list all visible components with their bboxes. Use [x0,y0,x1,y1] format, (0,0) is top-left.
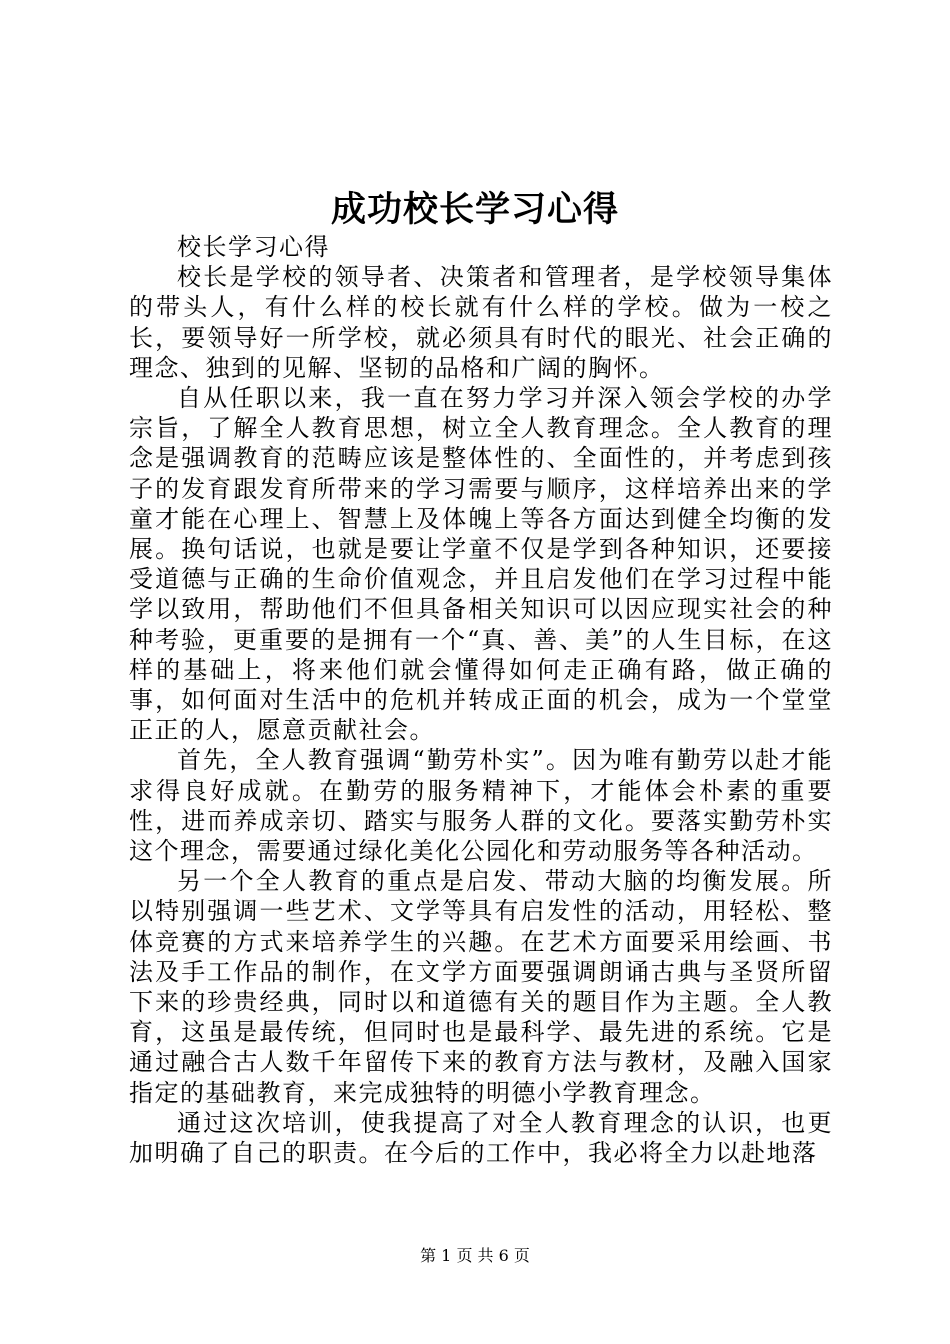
paragraph: 自从任职以来，我一直在努力学习并深入领会学校的办学宗旨，了解全人教育思想，树立全人教育理念。全人教育的理念是强调教育的范畴应该是整体性的、全面性的，并考虑到孩子的发育跟发育所带来的学习需要与顺序，这样培养出来的学童才能在心理上、智慧上及体魄上等各方面达到健全均衡的发展。换句话说，也就是要让学童不仅是学到各种知识，还要接受道德与正确的生命价值观念，并且启发他们在学习过程中能学以致用，帮助他们不但具备相关知识可以因应现实社会的种种考验，更重要的是拥有一个“真、善、美”的人生目标，在这样的基础上，将来他们就会懂得如何走正确有路，做正确的事，如何面对生活中的危机并转成正面的机会，成为一个堂堂正正的人，愿意贡献社会。 [129,384,833,745]
paragraph-subtitle: 校长学习心得 [177,233,330,261]
page-number-footer: 第 1 页 共 6 页 [420,1246,530,1265]
document-body [129,232,833,1168]
page-title: 成功校长学习心得 [330,189,619,230]
paragraph: 另一个全人教育的重点是启发、带动大脑的均衡发展。所以特别强调一些艺术、文学等具有启发性的活动，用轻松、整体竞赛的方式来培养学生的兴趣。在艺术方面要采用绘画、书法及手工作品的制作，在文学方面要强调朗诵古典与圣贤所留下来的珍贵经典，同时以和道德有关的题目作为主题。全人教育，这虽是最传统，但同时也是最科学、最先进的系统。它是通过融合古人数千年留传下来的教育方法与教材，及融入国家指定的基础教育，来完成独特的明德小学教育理念。 [129,867,833,1107]
paragraph: 校长是学校的领导者、决策者和管理者，是学校领导集体的带头人，有什么样的校长就有什么样的学校。做为一校之长，要领导好一所学校，就必须具有时代的眼光、社会正确的理念、独到的见解、坚韧的品格和广阔的胸怀。 [129,263,833,382]
paragraph: 首先，全人教育强调“勤劳朴实”。因为唯有勤劳以赴才能求得良好成就。在勤劳的服务精神下，才能体会朴素的重要性，进而养成亲切、踏实与服务人群的文化。要落实勤劳朴实这个理念，需要通过绿化美化公园化和劳动服务等各种活动。 [129,746,833,866]
paragraph: 通过这次培训，使我提高了对全人教育理念的认识，也更加明确了自己的职责。在今后的工作中，我必将全力以赴地落 [129,1108,833,1168]
